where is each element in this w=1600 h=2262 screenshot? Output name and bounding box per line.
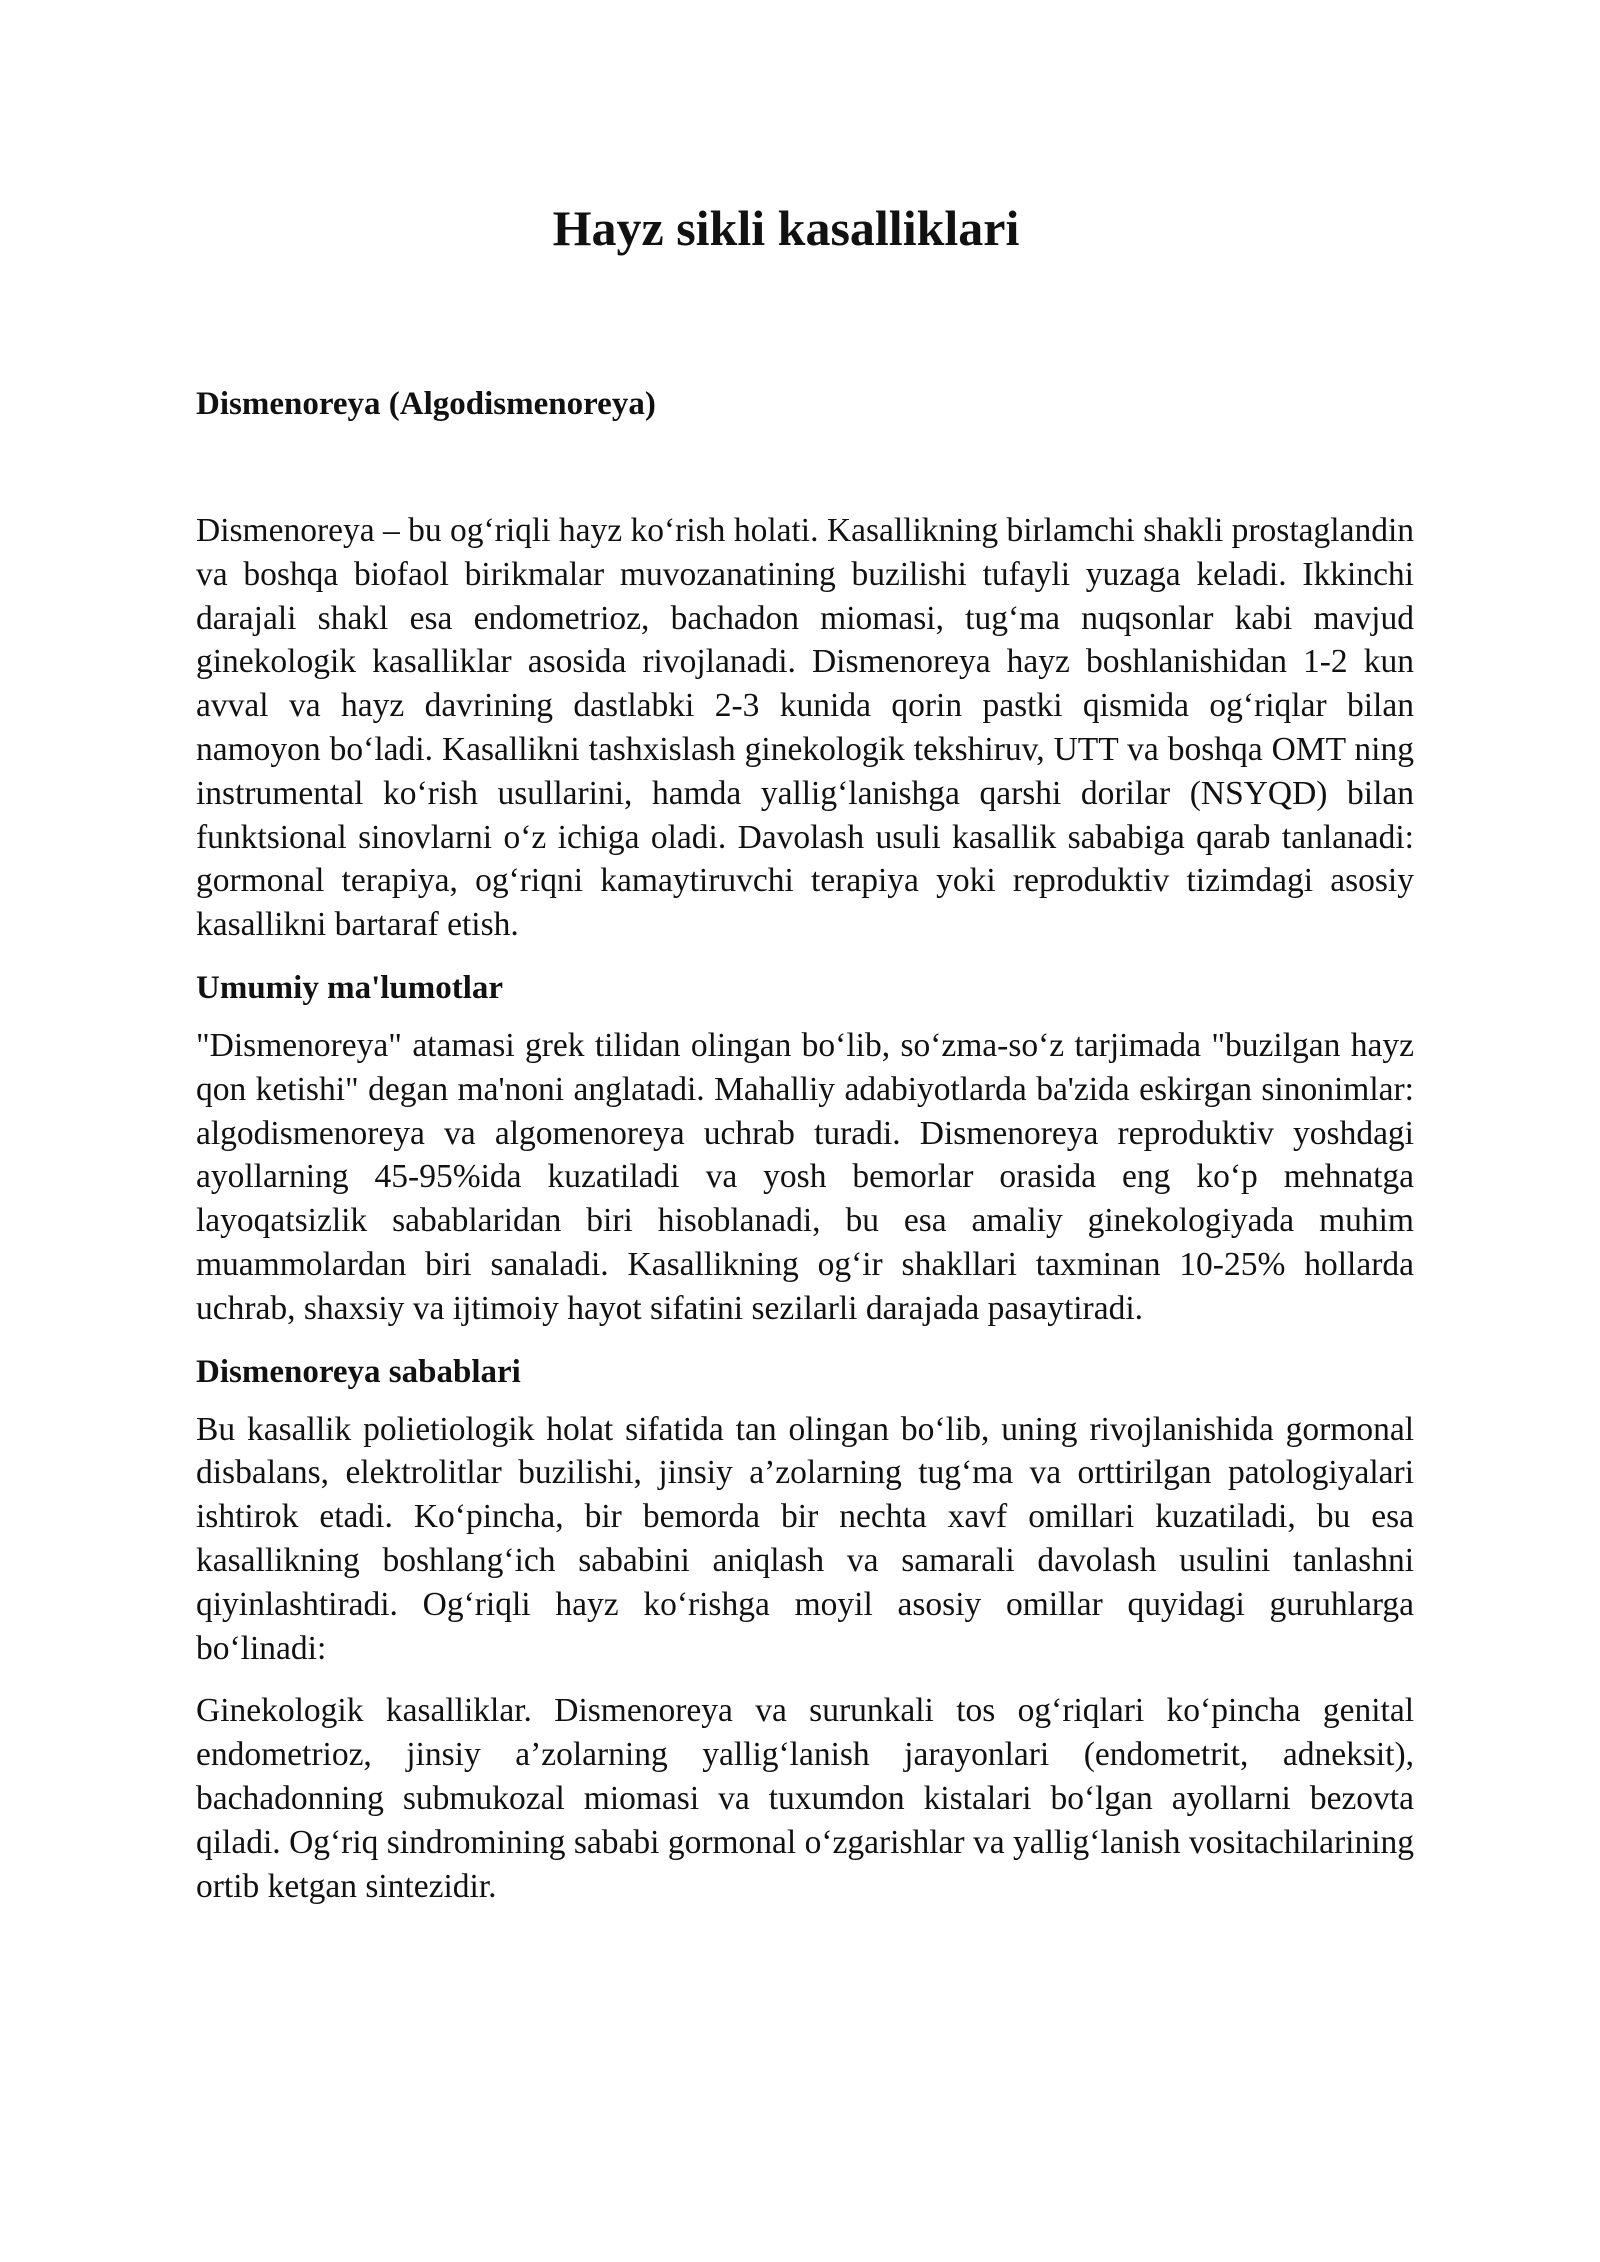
document-body (196, 509, 1414, 1927)
section-heading-causes: Dismenoreya sabablari (196, 1353, 521, 1390)
document-subtitle: Dismenoreya (Algodismenoreya) (196, 386, 656, 422)
causes-paragraph: Bu kasallik polietiologik holat sifatida tan olingan bo‘lib, uning rivojlanishida gormonal disbalans, elektrolitlar buzilishi, jinsiy a’zolarning tug‘ma va orttirilgan patologiyalari ishtirok etadi. Ko‘pincha, bir bemorda bir nechta xavf omillari kuzatiladi, bu esa kasallikning boshlang‘ich sababini aniqlash va samarali davolash usulini tanlashni qiyinlashtiradi. Og‘riqli hayz ko‘rishga moyil asosiy omillar quyidagi guruhlarga bo‘linadi: (196, 1410, 1414, 1667)
document-title: Hayz sikli kasalliklari (552, 200, 1020, 256)
gynecological-diseases-paragraph: Ginekologik kasalliklar. Dismenoreya va surunkali tos og‘riqlari ko‘pincha genital endometrioz, jinsiy a’zolarning yallig‘lanish jarayonlari (endometrit, adneksit), bachadonning submukozal miomasi va tuxumdon kistalari bo‘lgan ayollarni bezovta qiladi. Og‘riq sindromining sababi gormonal o‘zgarishlar va yallig‘lanish vositachilarining ortib ketgan sintezidir. (196, 1692, 1414, 1905)
intro-paragraph: Dismenoreya – bu og‘riqli hayz ko‘rish holati. Kasallikning birlamchi shakli prostaglandin va boshqa biofaol birikmalar muvozanatining buzilishi tufayli yuzaga keladi. Ikkinchi darajali shakl esa endometrioz, bachadon miomasi, tug‘ma nuqsonlar kabi mavjud ginekologik kasalliklar asosida rivojlanadi. Dismenoreya hayz boshlanishidan 1-2 kun avval va hayz davrining dastlabki 2-3 kunida qorin pastki qismida og‘riqlar bilan namoyon bo‘ladi. Kasallikni tashxislash ginekologik tekshiruv, UTT va boshqa OMT ning instrumental ko‘rish usullarini, hamda yallig‘lanishga qarshi dorilar (NSYQD) bilan funktsional sinovlarni o‘z ichiga oladi. Davolash usuli kasallik sababiga qarab tanlanadi: gormonal terapiya, og‘riqni kamaytiruvchi terapiya yoki reproduktiv tizimdagi asosiy kasallikni bartaraf etish. (196, 512, 1414, 944)
general-info-paragraph: "Dismenoreya" atamasi grek tilidan olingan bo‘lib, so‘zma-so‘z tarjimada "buzilgan hayz qon ketishi" degan ma'noni anglatadi. Mahalliy adabiyotlarda ba'zida eskirgan sinonimlar: algodismenoreya va algomenoreya uchrab turadi. Dismenoreya reproduktiv yoshdagi ayollarning 45-95%ida kuzatiladi va yosh bemorlar orasida eng ko‘p mehnatga layoqatsizlik sabablaridan biri hisoblanadi, bu esa amaliy ginekologiyada muhim muammolardan biri sanaladi. Kasallikning og‘ir shakllari taxminan 10-25% hollarda uchrab, shaxsiy va ijtimoiy hayot sifatini sezilarli darajada pasaytiradi. (196, 1026, 1414, 1327)
section-heading-general-info: Umumiy ma'lumotlar (196, 969, 504, 1006)
